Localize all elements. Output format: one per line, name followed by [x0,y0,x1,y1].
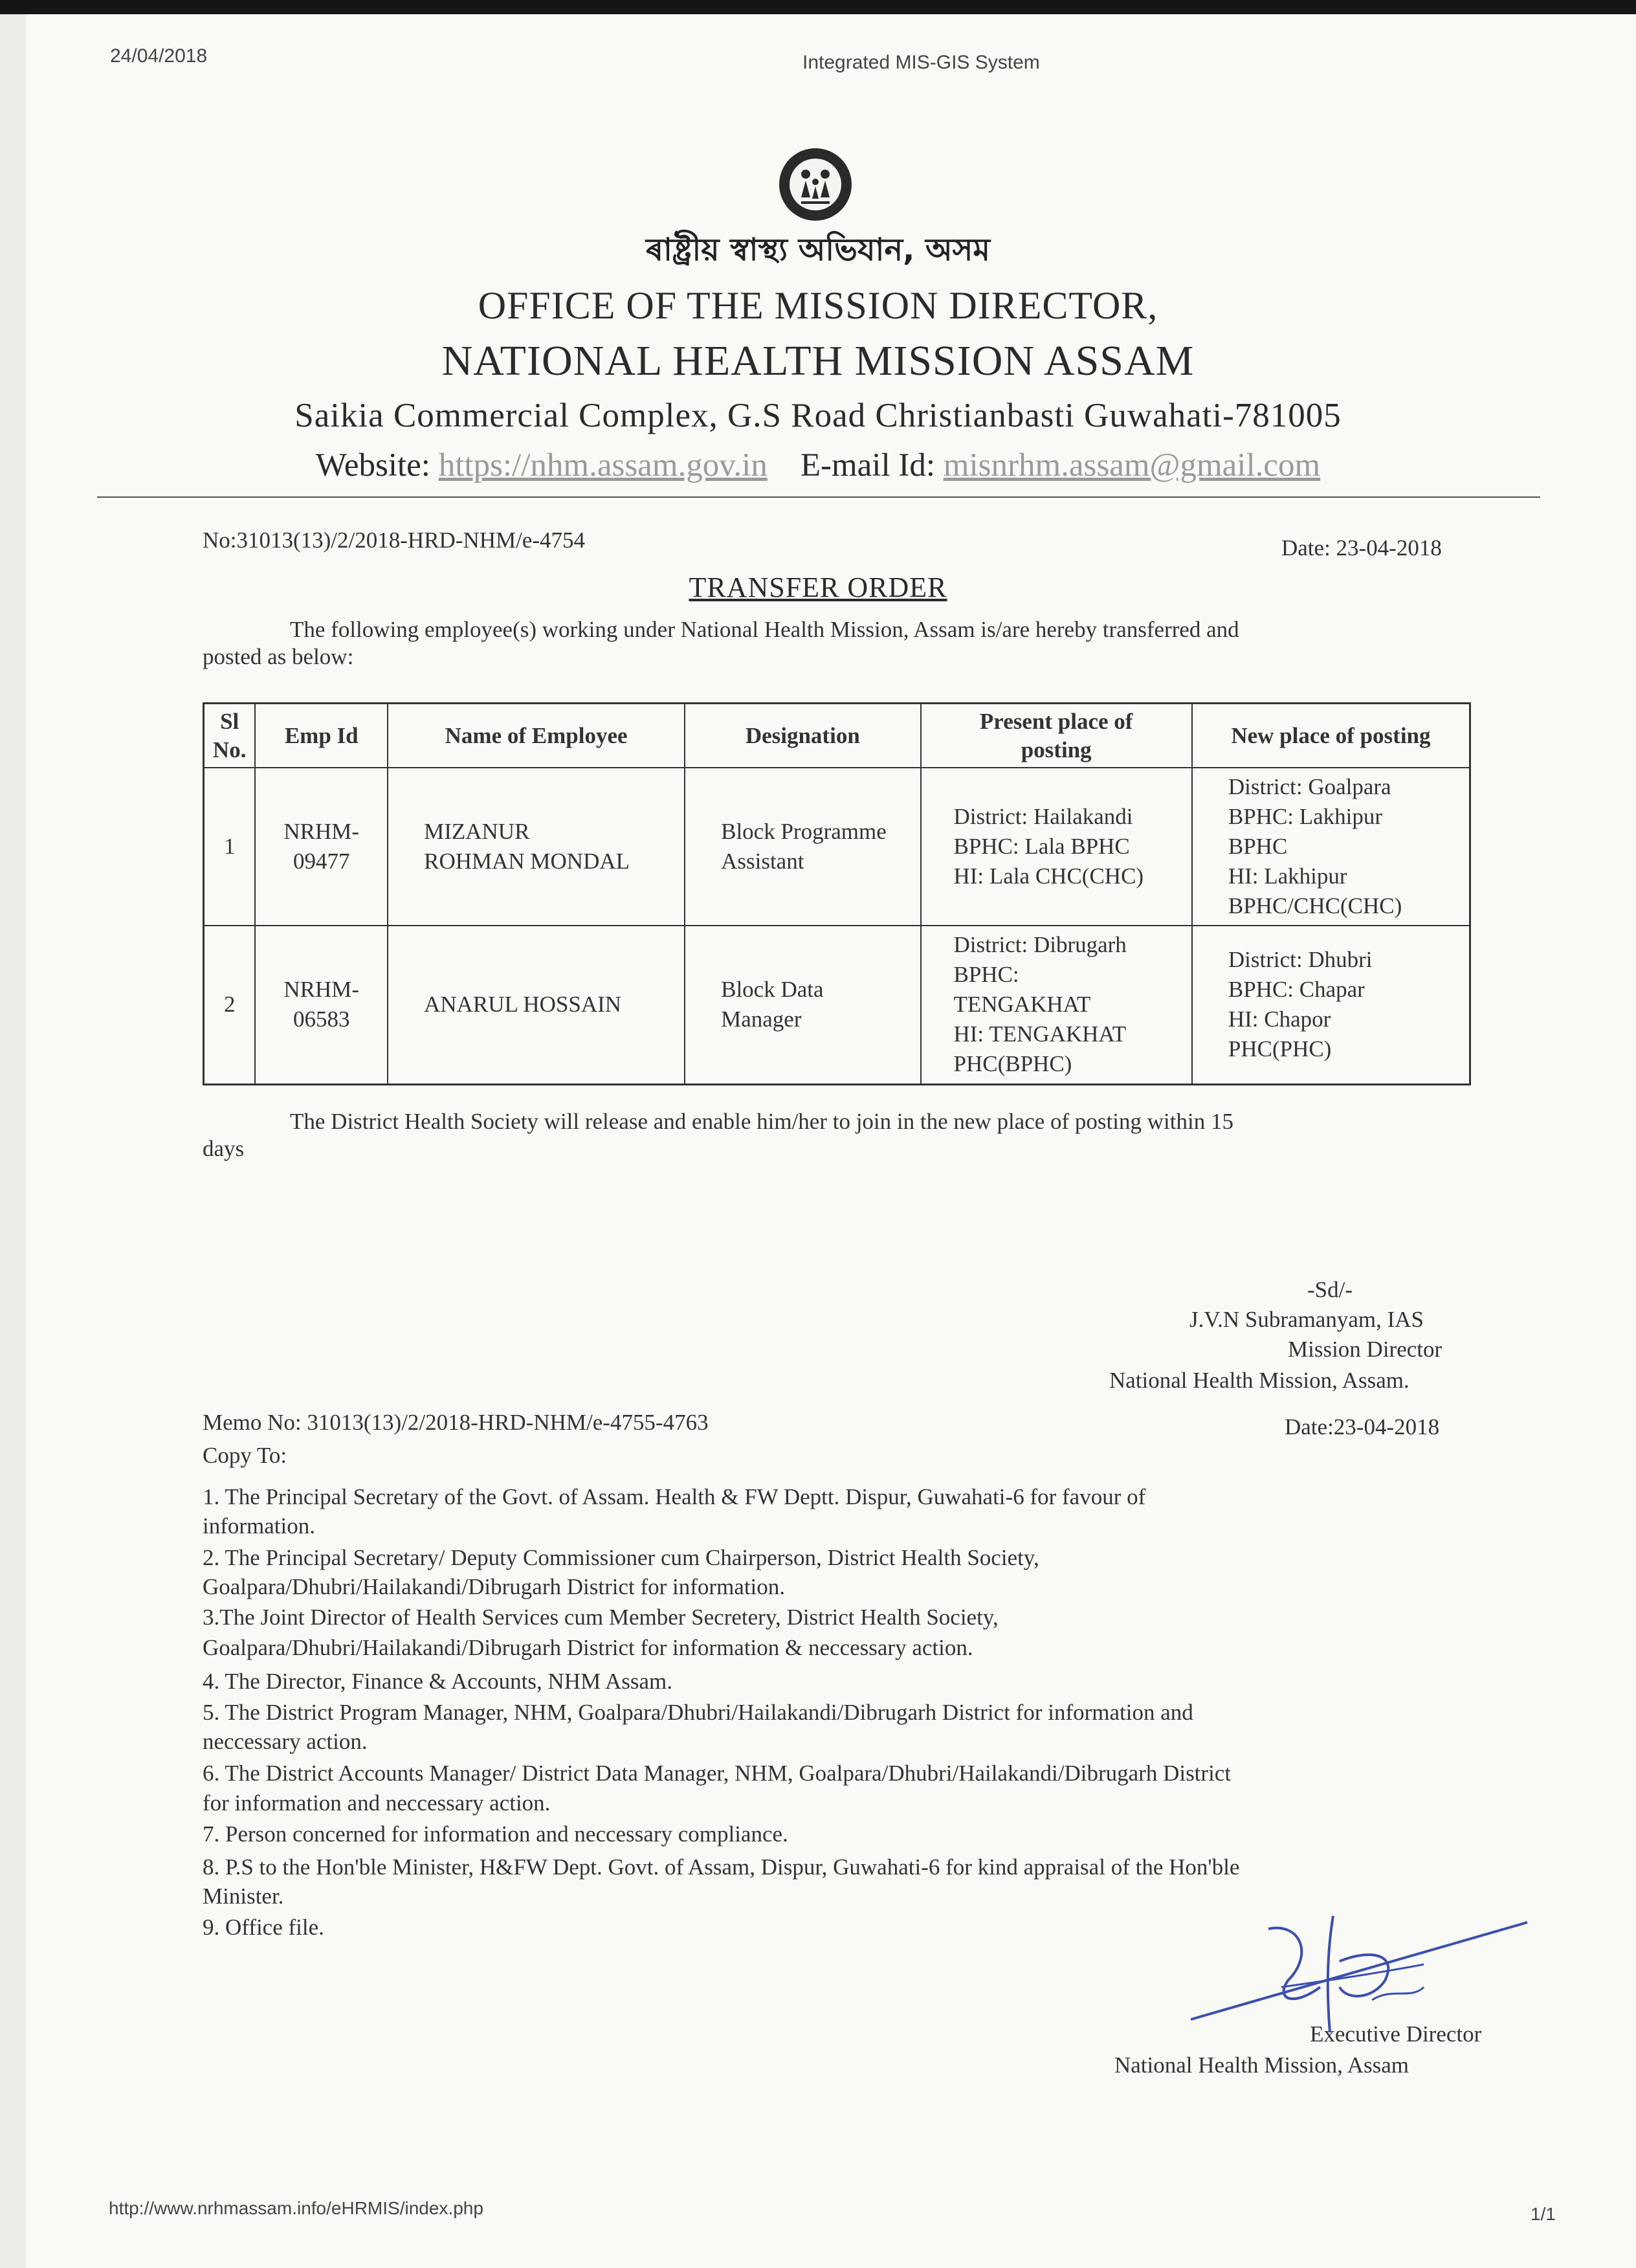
copy-to-line: 3.The Joint Director of Health Services cum Member Secretery, District Health Society, [203,1605,999,1630]
intro-line-2: posted as below: [203,644,354,669]
emp-id-cell: NRHM- 06583 [255,926,388,1084]
copy-to-line: 4. The Director, Finance & Accounts, NHM Assam. [203,1669,673,1694]
bengali-title: ৰাষ্ট্ৰীয় স্বাস্থ্য অভিযান, অসম [646,232,990,268]
present-place-cell: District: Hailakandi BPHC: Lala BPHC HI: Lala CHC(CHC) [921,768,1192,926]
header-new-place: New place of posting [1192,704,1470,768]
memo-date: Date:23-04-2018 [1285,1414,1440,1440]
copy-to-line: 8. P.S to the Hon'ble Minister, H&FW Dept. Govt. of Assam, Dispur, Guwahati-6 for kind appraisal of the Hon'ble [203,1854,1240,1880]
employee-name-cell: MIZANUR ROHMAN MONDAL [388,768,685,926]
employee-name-cell: ANARUL HOSSAIN [388,926,685,1084]
print-date: 24/04/2018 [110,45,208,67]
contact-line [0,447,1636,484]
exec-director-title: Executive Director [1310,2021,1482,2047]
copy-to-line: information. [203,1513,315,1539]
website-label: Website: [315,447,430,484]
exec-director-org: National Health Mission, Assam [1114,2052,1409,2078]
header-designation: Designation [685,704,920,768]
header-sl-no: Sl No. [204,704,256,768]
new-place-cell: District: Goalpara BPHC: Lakhipur BPHC HI: Lakhipur BPHC/CHC(CHC) [1192,768,1470,926]
new-place-cell: District: Dhubri BPHC: Chapar HI: Chapor PHC(PHC) [1192,926,1470,1084]
print-page-number: 1/1 [1531,2204,1556,2224]
order-title: TRANSFER ORDER [689,572,947,603]
copy-to-line: 7. Person concerned for information and neccessary compliance. [203,1821,788,1847]
copy-to-line: for information and neccessary action. [203,1790,551,1816]
copy-to-line: 2. The Principal Secretary/ Deputy Commissioner cum Chairperson, District Health Society, [203,1545,1039,1570]
copy-to-line: Goalpara/Dhubri/Hailakandi/Dibrugarh District for information. [203,1574,786,1599]
office-address: Saikia Commercial Complex, G.S Road Christianbasti Guwahati-781005 [294,397,1342,434]
print-system-name: Integrated MIS-GIS System [802,52,1040,73]
memo-number: Memo No: 31013(13)/2/2018-HRD-NHM/e-4755-4763 [203,1410,709,1435]
header-emp-id: Emp Id [255,704,388,768]
signatory-title: Mission Director [1288,1337,1443,1362]
table-row [204,768,1470,926]
transfer-table [203,702,1471,1085]
office-title: OFFICE OF THE MISSION DIRECTOR, [478,284,1158,327]
copy-to-line: Minister. [203,1884,284,1909]
letterhead-divider [97,496,1540,498]
sl-cell: 1 [204,768,256,926]
sl-cell: 2 [204,926,256,1084]
copy-to-line: Goalpara/Dhubri/Hailakandi/Dibrugarh District for information & neccessary action. [203,1635,973,1660]
order-date: Date: 23-04-2018 [1281,535,1442,561]
designation-cell: Block Data Manager [685,926,920,1084]
emp-id-cell: NRHM- 09477 [255,768,388,926]
nhm-logo-emblem [777,146,854,223]
copy-to-line: 1. The Principal Secretary of the Govt. of Assam. Health & FW Deptt. Dispur, Guwahati-6 for favour of [203,1484,1146,1509]
signatory-org: National Health Mission, Assam. [1109,1368,1409,1393]
table-header-row [204,704,1470,768]
header-present-place: Present place of posting [921,704,1192,768]
scan-top-edge [0,0,1636,14]
header-name: Name of Employee [388,704,685,768]
email-label: E-mail Id: [800,447,936,484]
email-link[interactable]: misnrhm.assam@gmail.com [943,447,1321,484]
release-line-2: days [203,1136,245,1161]
intro-line-1: The following employee(s) working under National Health Mission, Assam is/are hereby transferred and [290,617,1239,642]
present-place-cell: District: Dibrugarh BPHC: TENGAKHAT HI: TENGAKHAT PHC(BPHC) [921,926,1192,1084]
print-footer-url: http://www.nrhmassam.info/eHRMIS/index.php [109,2198,483,2218]
copy-to-line: 6. The District Accounts Manager/ District Data Manager, NHM, Goalpara/Dhubri/Hailakandi/Dibrugarh District [203,1761,1232,1786]
website-link[interactable]: https://nhm.assam.gov.in [438,447,768,484]
signature-sd: -Sd/- [1307,1277,1353,1302]
copy-to-line: 5. The District Program Manager, NHM, Goalpara/Dhubri/Hailakandi/Dibrugarh District for information and [203,1700,1193,1725]
signatory-name: J.V.N Subramanyam, IAS [1189,1307,1424,1332]
release-line-1: The District Health Society will release and enable him/her to join in the new place of posting within 15 [290,1109,1233,1134]
copy-to-line: neccessary action. [203,1729,368,1754]
table-row [204,926,1470,1084]
copy-to-line: 9. Office file. [203,1915,324,1940]
copy-to-label: Copy To: [203,1443,287,1468]
designation-cell: Block Programme Assistant [685,768,920,926]
mission-title: NATIONAL HEALTH MISSION ASSAM [441,337,1195,384]
order-number: No:31013(13)/2/2018-HRD-NHM/e-4754 [203,528,586,553]
